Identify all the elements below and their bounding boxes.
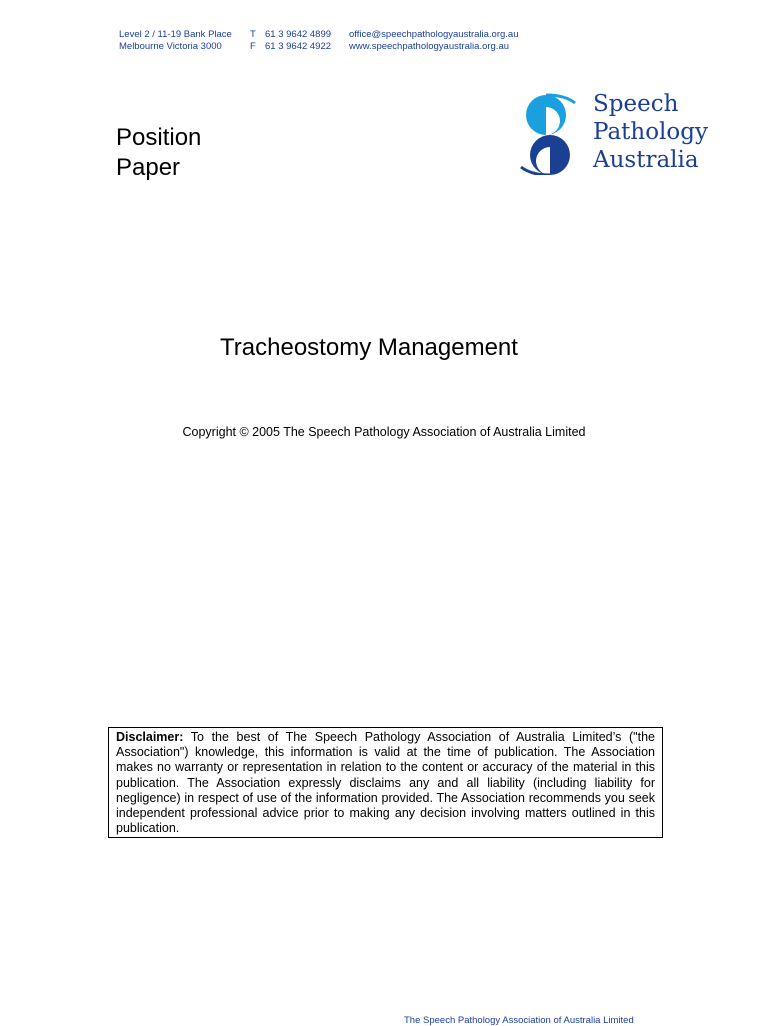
header-contact-labels [250, 29, 256, 52]
logo-wordmark [593, 90, 708, 174]
email-link[interactable]: office@speechpathologyaustralia.org.au [349, 29, 519, 40]
disclaimer-box [108, 727, 663, 838]
address-line-1: Level 2 / 11-19 Bank Place [119, 29, 232, 40]
header-web [349, 29, 519, 52]
header-address [119, 29, 232, 52]
phone-label: T [250, 29, 256, 40]
disclaimer-text: To the best of The Speech Pathology Association of Australia Limited’s ("the Association") knowledge, this information is valid at the time of publication. The Association makes no warranty or representation in relation to the content or accuracy of the material in this publication. The Association expressly disclaims any and all liability (including liability for negligence) in respect of use of the information provided. The Association recommends you seek independent professional advice prior to making any decision involving matters outlined in this publication. [116, 730, 655, 836]
logo-line-2: Pathology [593, 119, 708, 145]
logo-line-3: Australia [593, 147, 699, 173]
document-type-line-2: Paper [116, 154, 181, 181]
header-phone-numbers [265, 29, 331, 52]
document-type [116, 123, 201, 183]
copyright-notice: Copyright © 2005 The Speech Pathology Association of Australia Limited [182, 425, 586, 439]
fax-number: 61 3 9642 4922 [265, 40, 332, 52]
phone-number: 61 3 9642 4899 [265, 29, 332, 40]
document-title: Tracheostomy Management [220, 334, 518, 361]
document-type-line-1: Position [116, 124, 202, 151]
organization-logo [517, 90, 717, 180]
logo-line-1: Speech [593, 91, 679, 117]
disclaimer-label: Disclaimer: [116, 730, 184, 744]
page-footer: The Speech Pathology Association of Australia Limited [404, 1015, 634, 1026]
address-line-2: Melbourne Victoria 3000 [119, 40, 222, 52]
fax-label: F [250, 40, 256, 52]
logo-mark-icon [517, 93, 579, 175]
website-link[interactable]: www.speechpathologyaustralia.org.au [349, 40, 510, 52]
